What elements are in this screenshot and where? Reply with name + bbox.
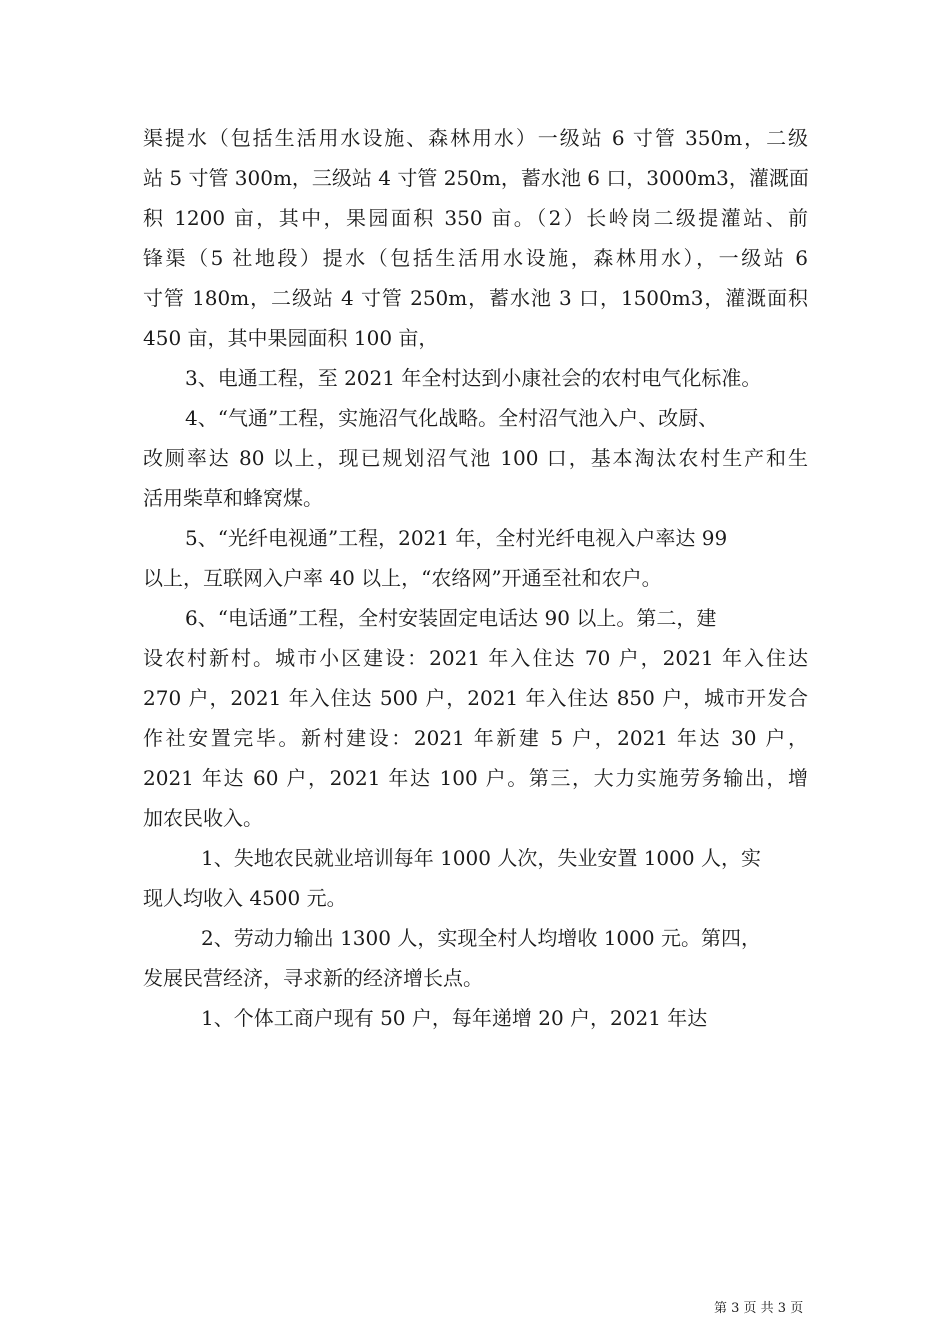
text-line: 6、“电话通”工程，全村安装固定电话达 90 以上。第二，建 [185, 606, 717, 630]
text-line: 站 5 寸管 300m，三级站 4 寸管 250m，蓄水池 6 口，3000m3，灌溉面 [143, 166, 809, 190]
text-line: 270 户，2021 年入住达 500 户，2021 年入住达 850 户，城市开发合 [143, 686, 808, 710]
text-line: 3、电通工程，至 2021 年全村达到小康社会的农村电气化标准。 [185, 366, 762, 390]
text-line: 渠提水（包括生活用水设施、森林用水）一级站 6 寸管 350m，二级 [143, 126, 808, 150]
text-line: 改厕率达 80 以上，现已规划沼气池 100 口，基本淘汰农村生产和生 [143, 446, 808, 470]
text-line: 2021 年达 60 户，2021 年达 100 户。第三，大力实施劳务输出，增 [143, 766, 808, 790]
text-line: 加农民收入。 [143, 806, 263, 830]
body-text [143, 118, 815, 1038]
text-line: 作社安置完毕。新村建设：2021 年新建 5 户，2021 年达 30 户， [143, 726, 808, 750]
text-line: 5、“光纤电视通”工程，2021 年，全村光纤电视入户率达 99 [185, 526, 728, 550]
text-line: 设农村新村。城市小区建设：2021 年入住达 70 户，2021 年入住达 [143, 646, 808, 670]
text-line: 2、劳动力输出 1300 人，实现全村人均增收 1000 元。第四， [201, 926, 761, 950]
text-line: 积 1200 亩，其中，果园面积 350 亩。（2）长岭岗二级提灌站、前 [143, 206, 808, 230]
text-line: 4、“气通”工程，实施沼气化战略。全村沼气池入户、改厨、 [185, 406, 719, 430]
page-number: 第 3 页 共 3 页 [714, 1301, 804, 1316]
text-line: 现人均收入 4500 元。 [143, 886, 347, 910]
text-line: 锋渠（5 社地段）提水（包括生活用水设施，森林用水），一级站 6 [143, 246, 808, 270]
text-line: 1、个体工商户现有 50 户，每年递增 20 户，2021 年达 [201, 1006, 708, 1030]
text-line: 发展民营经济，寻求新的经济增长点。 [143, 966, 483, 990]
text-line: 以上，互联网入户率 40 以上，“农络网”开通至社和农户。 [143, 566, 662, 590]
text-line: 450 亩，其中果园面积 100 亩， [143, 326, 439, 350]
text-line: 寸管 180m，二级站 4 寸管 250m，蓄水池 3 口，1500m3，灌溉面积 [143, 286, 808, 310]
text-line: 1、失地农民就业培训每年 1000 人次，失业安置 1000 人，实 [201, 846, 761, 870]
text-line: 活用柴草和蜂窝煤。 [143, 486, 323, 510]
